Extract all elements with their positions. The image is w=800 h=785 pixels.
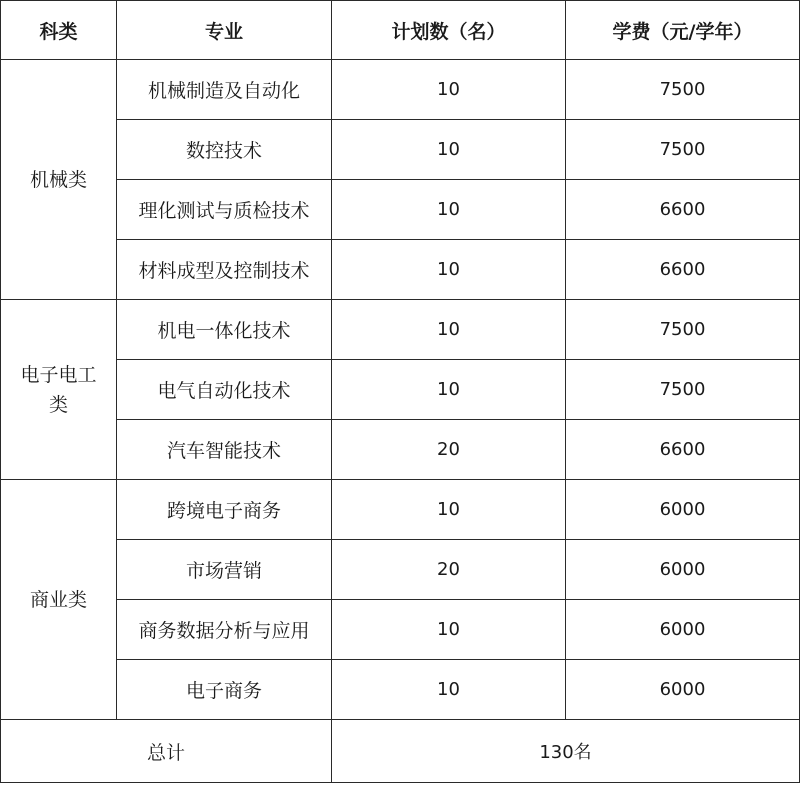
header-plan: 计划数（名） — [332, 1, 566, 60]
plan-cell: 10 — [332, 660, 566, 720]
table-row — [1, 60, 800, 120]
table-row — [1, 180, 800, 240]
category-cell — [1, 60, 117, 300]
plan-cell: 10 — [332, 360, 566, 420]
major-cell: 数控技术 — [117, 120, 332, 180]
header-fee: 学费（元/学年） — [566, 1, 800, 60]
table-row — [1, 120, 800, 180]
plan-cell: 10 — [332, 120, 566, 180]
table-header-row — [1, 1, 800, 60]
fee-cell: 7500 — [566, 60, 800, 120]
table-row — [1, 300, 800, 360]
table-row — [1, 420, 800, 480]
fee-cell: 7500 — [566, 360, 800, 420]
major-cell: 电气自动化技术 — [117, 360, 332, 420]
plan-cell: 10 — [332, 60, 566, 120]
table-row — [1, 240, 800, 300]
major-cell: 商务数据分析与应用 — [117, 600, 332, 660]
major-cell: 材料成型及控制技术 — [117, 240, 332, 300]
fee-cell: 7500 — [566, 300, 800, 360]
header-major: 专业 — [117, 1, 332, 60]
plan-cell: 10 — [332, 240, 566, 300]
plan-cell: 10 — [332, 180, 566, 240]
table-row — [1, 540, 800, 600]
plan-cell: 20 — [332, 420, 566, 480]
plan-cell: 10 — [332, 480, 566, 540]
fee-cell: 6600 — [566, 240, 800, 300]
table-row — [1, 600, 800, 660]
fee-cell: 6600 — [566, 420, 800, 480]
major-cell: 机械制造及自动化 — [117, 60, 332, 120]
category-label: 商业类 — [29, 588, 87, 611]
fee-cell: 6000 — [566, 660, 800, 720]
total-value: 130名 — [332, 720, 800, 783]
fee-cell: 6000 — [566, 480, 800, 540]
total-row — [1, 720, 800, 783]
fee-cell: 6600 — [566, 180, 800, 240]
category-cell — [1, 300, 117, 480]
plan-cell: 10 — [332, 300, 566, 360]
major-cell: 跨境电子商务 — [117, 480, 332, 540]
category-cell — [1, 480, 117, 720]
table-row — [1, 360, 800, 420]
header-category: 科类 — [1, 1, 117, 60]
major-cell: 理化测试与质检技术 — [117, 180, 332, 240]
table-row — [1, 480, 800, 540]
table-row — [1, 660, 800, 720]
category-label: 电子电工类 — [20, 363, 97, 416]
plan-cell: 20 — [332, 540, 566, 600]
fee-cell: 6000 — [566, 540, 800, 600]
major-cell: 汽车智能技术 — [117, 420, 332, 480]
plan-cell: 10 — [332, 600, 566, 660]
fee-cell: 7500 — [566, 120, 800, 180]
major-cell: 市场营销 — [117, 540, 332, 600]
major-cell: 电子商务 — [117, 660, 332, 720]
major-cell: 机电一体化技术 — [117, 300, 332, 360]
total-label: 总计 — [1, 720, 332, 783]
fee-cell: 6000 — [566, 600, 800, 660]
category-label: 机械类 — [29, 168, 87, 191]
